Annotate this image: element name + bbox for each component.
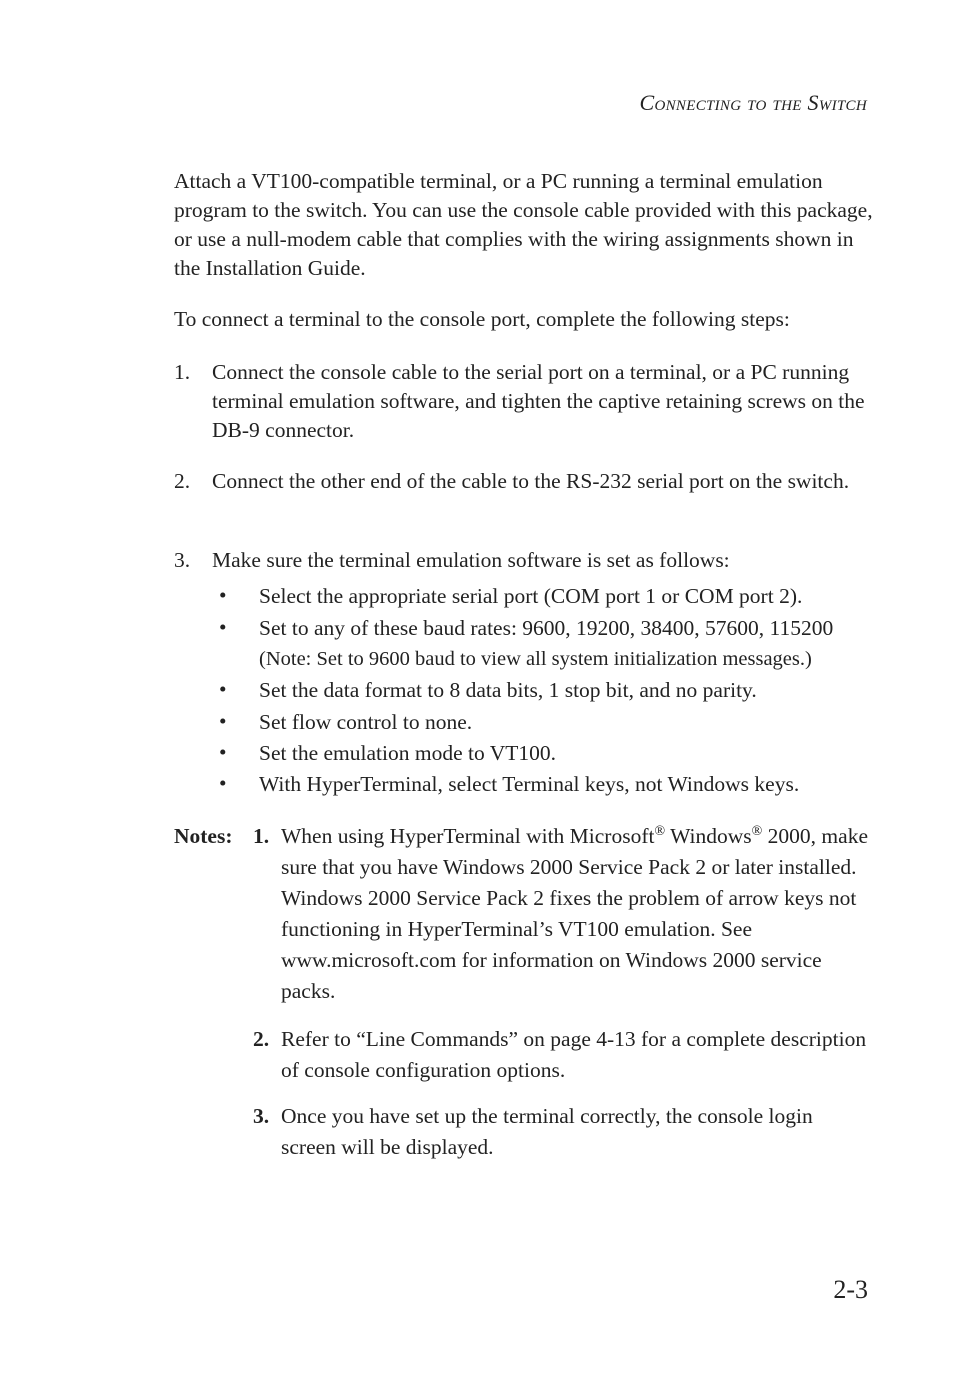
bullet-symbol: • — [219, 615, 227, 639]
bullet-item: Set the emulation mode to VT100. — [259, 741, 556, 765]
step-number: 2. — [174, 469, 191, 493]
bullet-symbol: • — [219, 677, 227, 701]
bullet-item: Select the appropriate serial port (COM port 1 or COM port 2). — [259, 584, 803, 608]
step-text: Connect the console cable to the serial port on a terminal, or a PC running terminal emulation software, and tighten the captive retaining screws on the DB-9 connector. — [212, 360, 865, 442]
note-number: 3. — [253, 1104, 270, 1128]
step-number: 1. — [174, 360, 191, 384]
step-text: Make sure the terminal emulation software is set as follows: — [212, 548, 730, 572]
steps-intro: To connect a terminal to the console port, complete the following steps: — [174, 307, 790, 331]
bullet-symbol: • — [219, 740, 227, 764]
bullet-symbol: • — [219, 709, 227, 733]
running-header: Connecting to the Switch — [639, 90, 867, 115]
page-number: 2-3 — [833, 1275, 868, 1304]
bullet-item: Set to any of these baud rates: 9600, 19200, 38400, 57600, 115200 — [259, 616, 834, 640]
bullet-symbol: • — [219, 583, 227, 607]
note-text-part: When using HyperTerminal with Microsoft — [281, 824, 655, 848]
note-text: Once you have set up the terminal correctly, the console login screen will be displayed. — [281, 1104, 813, 1159]
bullet-symbol: • — [219, 771, 227, 795]
note-text-part: 2000, make sure that you have Windows 2000 Service Pack 2 or later installed. Windows 2000 Service Pack 2 fixes the problem of arrow keys not functioning in HyperTerminal’s VT100 emulation. See www.microsoft.com for information on Windows 2000 service packs. — [281, 824, 868, 1003]
step-number: 3. — [174, 548, 191, 572]
intro-paragraph: Attach a VT100-compatible terminal, or a PC running a terminal emulation program to the switch. You can use the console cable provided with this package, or use a null-modem cable that complies with the wiring assignments shown in the Installation Guide. — [174, 169, 873, 280]
note-number: 1. — [253, 824, 270, 848]
step-text: Connect the other end of the cable to the RS-232 serial port on the switch. — [212, 469, 850, 493]
bullet-item: Set flow control to none. — [259, 710, 473, 734]
notes-label: Notes: — [174, 824, 233, 848]
bullet-item-continuation: (Note: Set to 9600 baud to view all system initialization messages.) — [259, 648, 812, 670]
note-text — [281, 821, 871, 1007]
note-number: 2. — [253, 1027, 270, 1051]
note-text: Refer to “Line Commands” on page 4-13 for a complete description of console configuration options. — [281, 1027, 867, 1082]
registered-mark: ® — [751, 823, 763, 839]
bullet-item: Set the data format to 8 data bits, 1 stop bit, and no parity. — [259, 678, 757, 702]
note-text-part: Windows — [665, 824, 752, 848]
registered-mark: ® — [654, 823, 666, 839]
bullet-item: With HyperTerminal, select Terminal keys, not Windows keys. — [259, 772, 800, 796]
